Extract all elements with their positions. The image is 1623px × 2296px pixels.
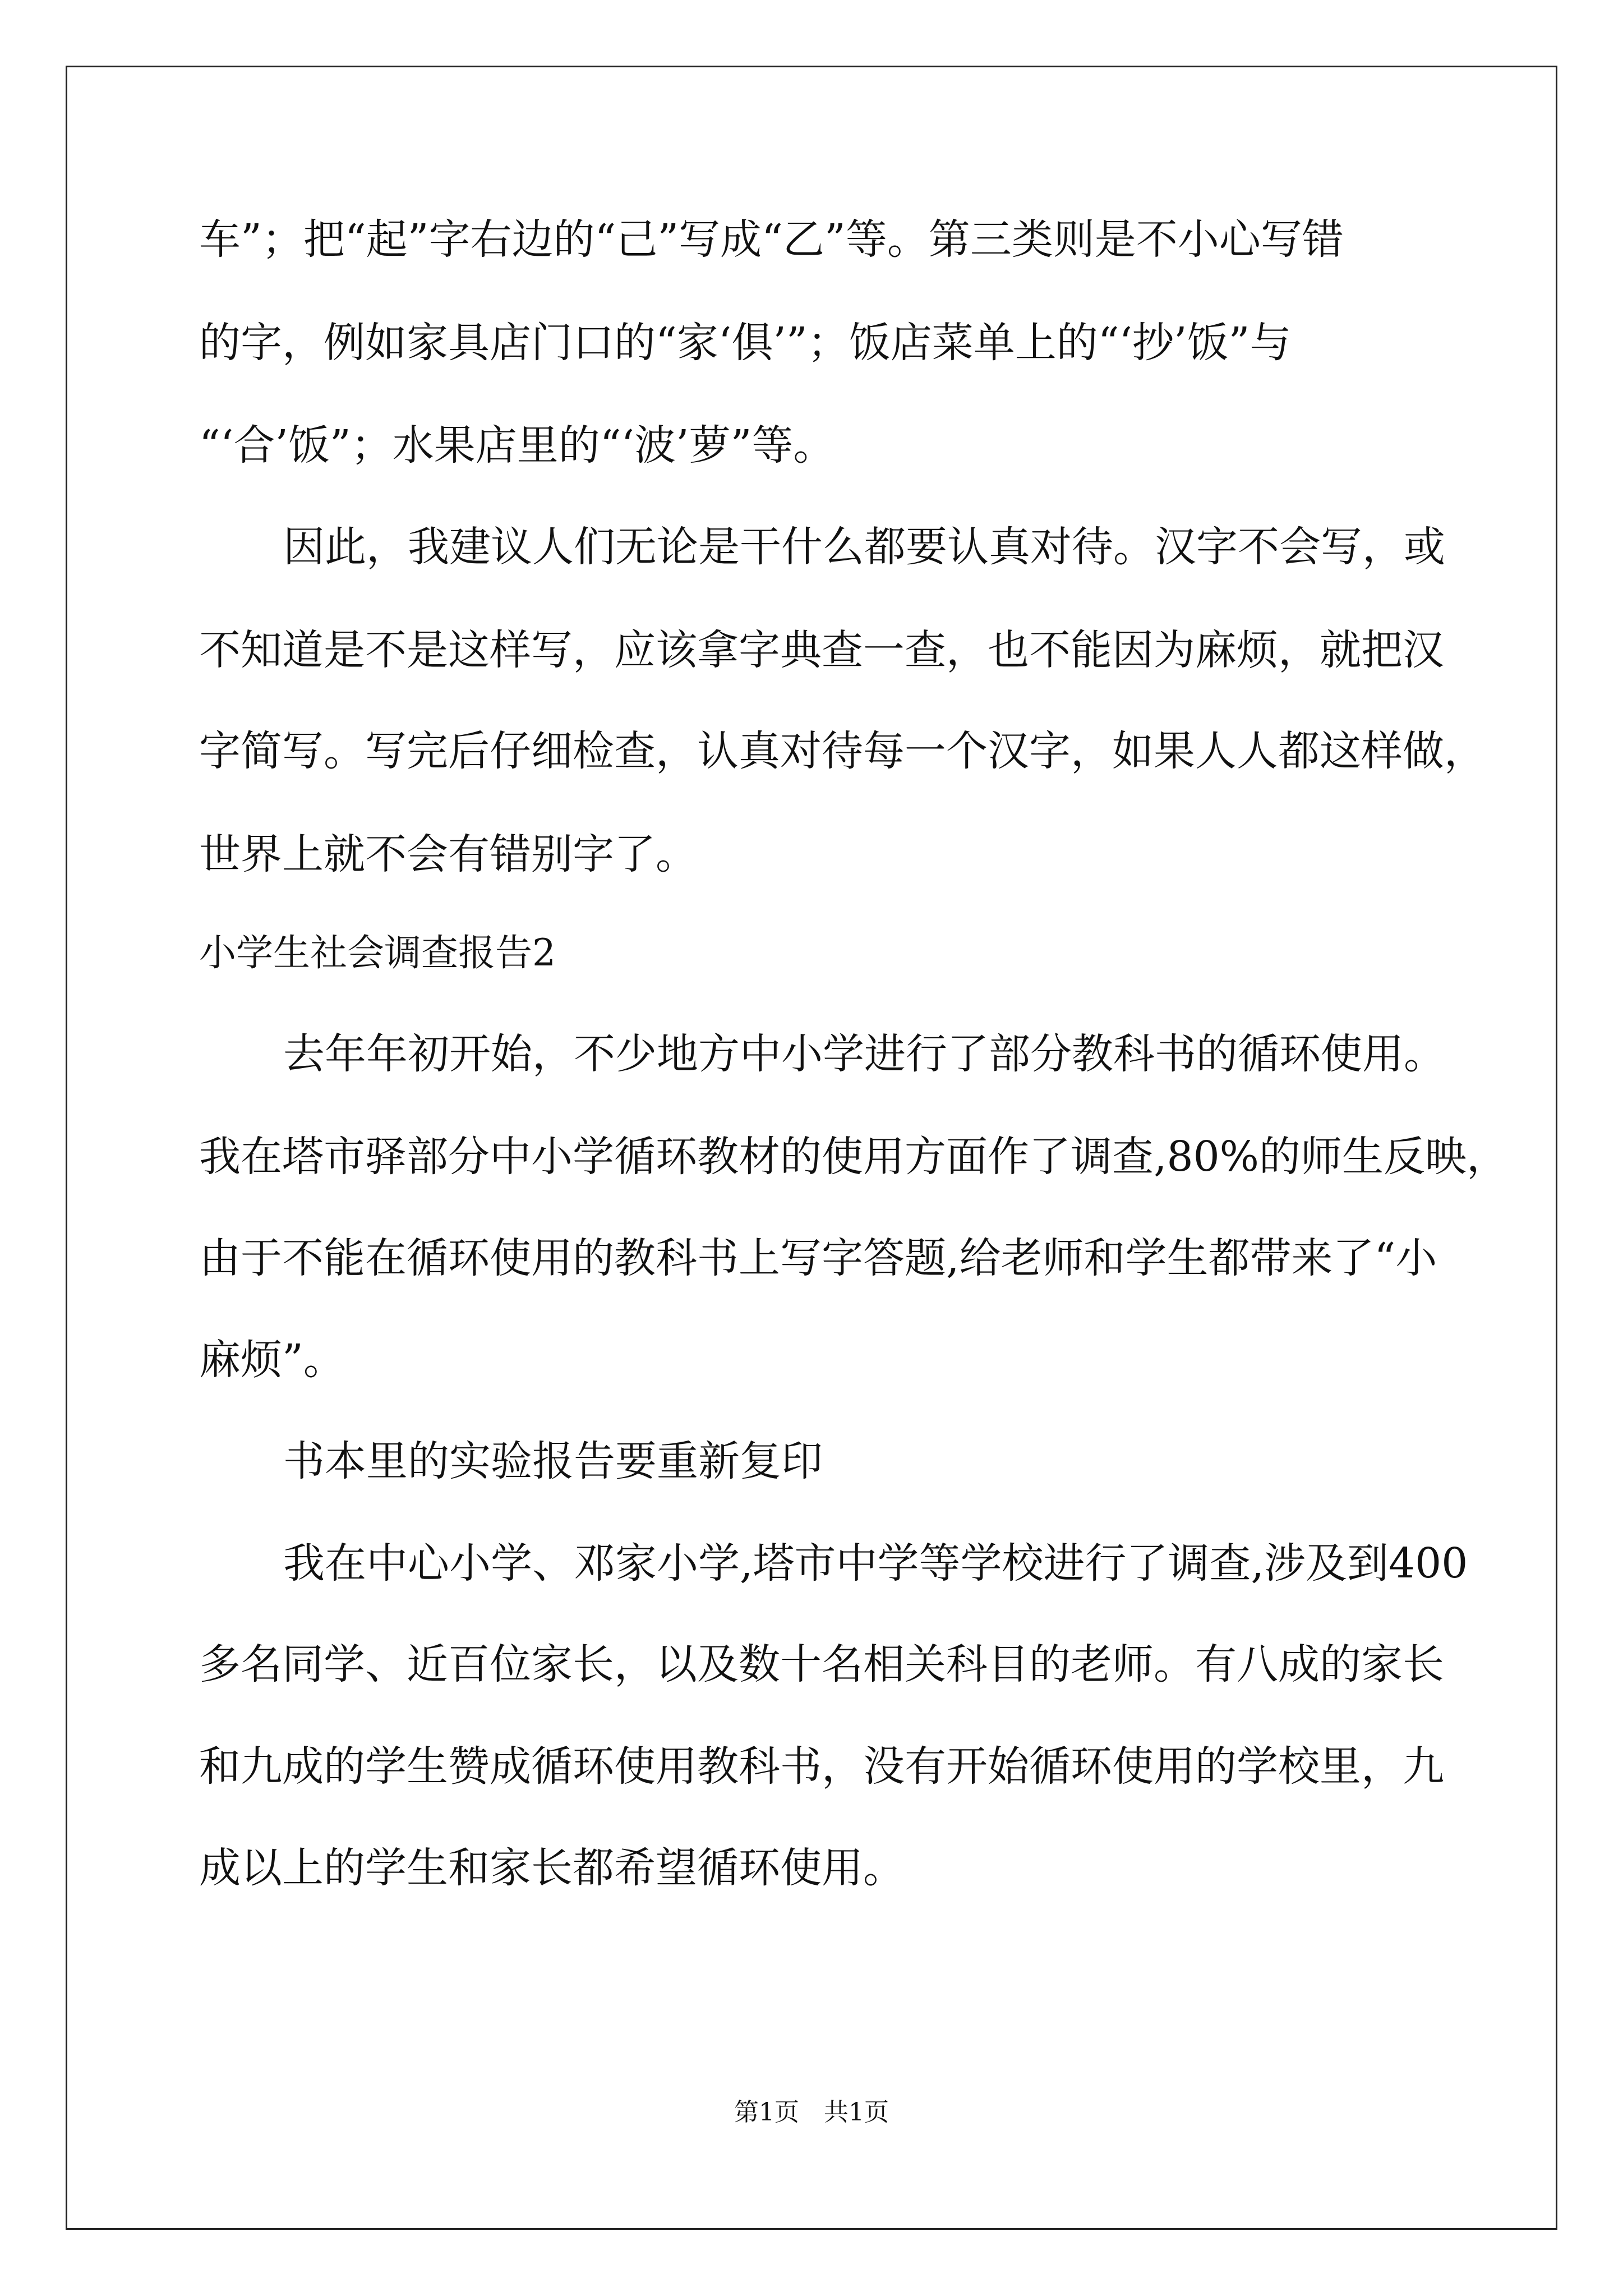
paragraph-1-line-1: 车”；把“起”字右边的“己”写成“乙”等。第三类则是不小心写错 <box>199 215 1344 264</box>
paragraph-2-line-4: 世界上就不会有错别字了。 <box>199 830 697 878</box>
paragraph-3-line-1: 去年年初开始，不少地方中小学进行了部分教科书的循环使用。 <box>283 1030 1445 1078</box>
paragraph-4-line-3: 和九成的学生赞成循环使用教科书，没有开始循环使用的学校里，九 <box>199 1742 1444 1791</box>
paragraph-1-line-3: “‘合’饭”；水果店里的“‘波’萝”等。 <box>199 421 835 470</box>
paragraph-2-line-1: 因此，我建议人们无论是干什么都要认真对待。汉字不会写，或 <box>283 523 1445 571</box>
paragraph-1-line-2: 的字，例如家具店门口的“家‘俱’”；饭店菜单上的“‘抄’饭”与 <box>199 319 1292 367</box>
paragraph-2-line-2: 不知道是不是这样写，应该拿字典查一查，也不能因为麻烦，就把汉 <box>199 626 1444 674</box>
paragraph-3-line-2: 我在塔市驿部分中小学循环教材的使用方面作了调查,80%的师生反映， <box>199 1133 1508 1181</box>
page-number-footer: 第1页 共1页 <box>734 2098 889 2127</box>
subheading: 书本里的实验报告要重新复印 <box>283 1437 823 1485</box>
paragraph-4-line-4: 成以上的学生和家长都希望循环使用。 <box>199 1844 905 1892</box>
paragraph-2-line-3: 字简写。写完后仔细检查，认真对待每一个汉字，如果人人都这样做， <box>199 727 1486 775</box>
paragraph-3-line-3: 由于不能在循环使用的教科书上写字答题,给老师和学生都带来了“小 <box>199 1234 1437 1282</box>
section-heading: 小学生社会调查报告2 <box>199 931 556 974</box>
paragraph-4-line-1: 我在中心小学、邓家小学,塔市中学等学校进行了调查,涉及到400 <box>283 1539 1468 1588</box>
paragraph-3-line-4: 麻烦”。 <box>199 1336 345 1384</box>
paragraph-4-line-2: 多名同学、近百位家长，以及数十名相关科目的老师。有八成的家长 <box>199 1640 1444 1688</box>
